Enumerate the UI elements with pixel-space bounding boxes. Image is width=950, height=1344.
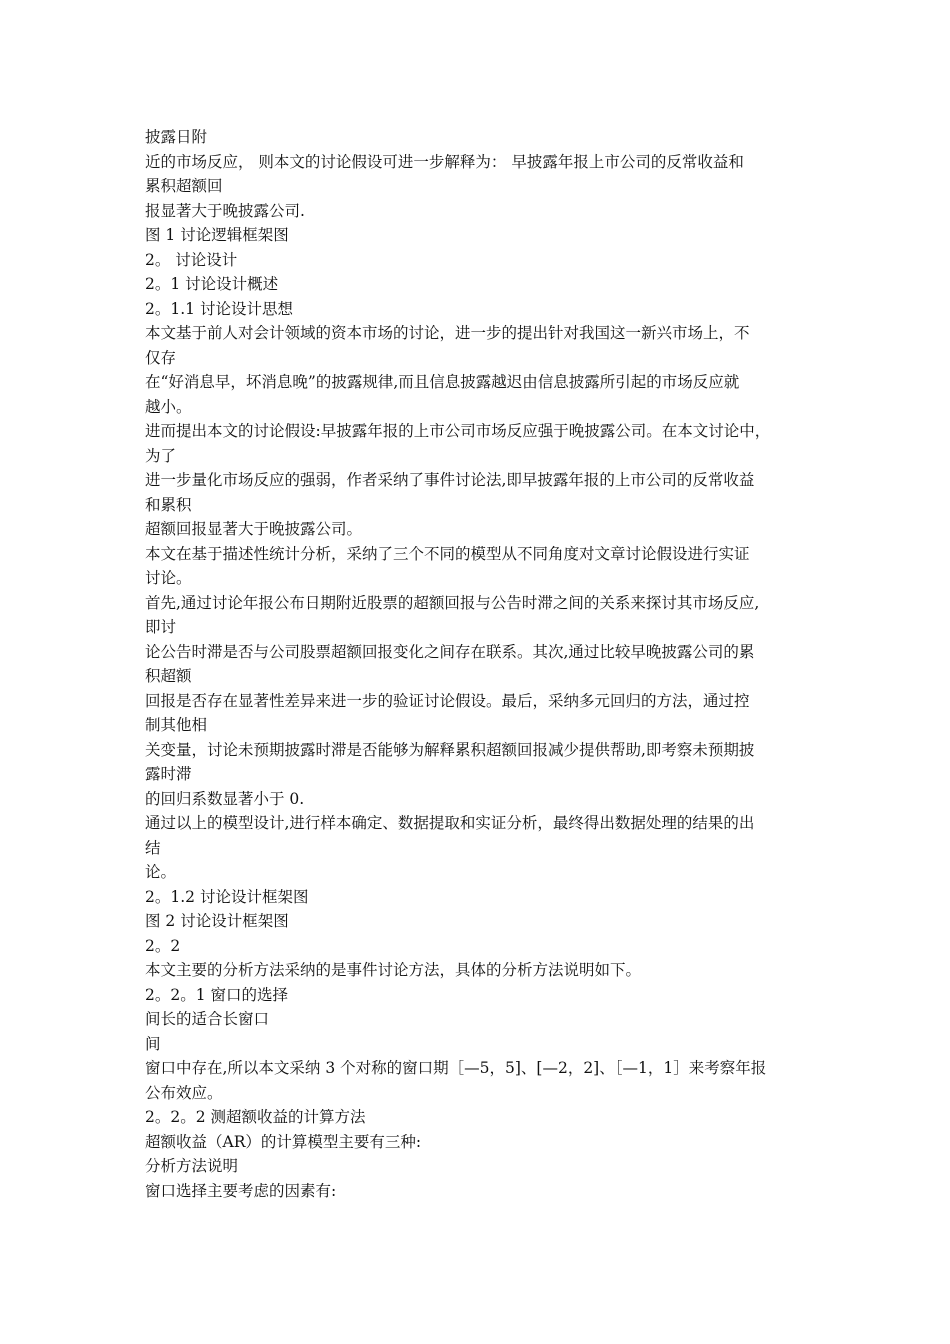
section-heading: 2。1 讨论设计概述 bbox=[145, 275, 279, 293]
text-line: 间长的适合长窗口 bbox=[145, 1010, 270, 1028]
text-line: 累积超额回 bbox=[145, 177, 223, 195]
figure-caption: 图 1 讨论逻辑框架图 bbox=[145, 226, 289, 244]
text-line: 论公告时滞是否与公司股票超额回报变化之间存在联系。其次,通过比较早晚披露公司的累 bbox=[145, 642, 755, 661]
text-line: 露时滞 bbox=[145, 765, 192, 783]
section-heading: 2。1.2 讨论设计框架图 bbox=[145, 887, 309, 906]
text-line: 越小。 bbox=[145, 397, 192, 416]
text-line: 回报是否存在显著性差异来进一步的验证讨论假设。最后，采纳多元回归的方法，通过控 bbox=[145, 691, 750, 710]
text-line: 分析方法说明 bbox=[145, 1157, 239, 1175]
text-line: 即讨 bbox=[145, 618, 177, 636]
text-line: 通过以上的模型设计,进行样本确定、数据提取和实证分析，最终得出数据处理的结果的出 bbox=[145, 814, 755, 832]
text-line: 本文主要的分析方法采纳的是事件讨论方法，具体的分析方法说明如下。 bbox=[145, 961, 642, 979]
text-line: 在“好消息早，坏消息晚”的披露规律,而且信息披露越迟由信息披露所引起的市场反应就 bbox=[145, 373, 740, 391]
text-line: 积超额 bbox=[145, 667, 192, 685]
text-line: 论。 bbox=[145, 863, 177, 881]
text-line: 报显著大于晚披露公司. bbox=[145, 201, 305, 220]
section-heading: 2。 讨论设计 bbox=[145, 250, 238, 269]
figure-caption: 图 2 讨论设计框架图 bbox=[145, 912, 289, 930]
text-line: 进而提出本文的讨论假设:早披露年报的上市公司市场反应强于晚披露公司。在本文讨论中， bbox=[145, 422, 771, 440]
text-line: 关变量，讨论未预期披露时滞是否能够为解释累积超额回报减少提供帮助,即考察未预期披 bbox=[145, 740, 755, 759]
text-line: 间 bbox=[145, 1034, 161, 1053]
text-line: 讨论。 bbox=[145, 569, 192, 587]
document-body bbox=[145, 125, 810, 1203]
text-line: 本文基于前人对会计领域的资本市场的讨论，进一步的提出针对我国这一新兴市场上，不 bbox=[145, 324, 750, 342]
section-heading: 2。2 bbox=[145, 936, 181, 955]
text-line: 制其他相 bbox=[145, 716, 208, 734]
text-line: 本文在基于描述性统计分析，采纳了三个不同的模型从不同角度对文章讨论假设进行实证 bbox=[145, 544, 750, 563]
section-heading: 2。2。2 测超额收益的计算方法 bbox=[145, 1108, 366, 1126]
text-line: 仅存 bbox=[145, 348, 177, 367]
text-line: 披露日附 bbox=[145, 128, 208, 146]
text-line: 窗口中存在,所以本文采纳 3 个对称的窗口期［—5，5]、[—2，2]、［—1，1］来考察年报 bbox=[145, 1059, 767, 1077]
text-line: 结 bbox=[145, 838, 161, 857]
text-line: 超额回报显著大于晚披露公司。 bbox=[145, 520, 363, 538]
text-line: 近的市场反应， 则本文的讨论假设可进一步解释为： 早披露年报上市公司的反常收益和 bbox=[145, 152, 744, 171]
section-heading: 2。2。1 窗口的选择 bbox=[145, 985, 289, 1004]
text-line: 的回归系数显著小于 0. bbox=[145, 789, 305, 808]
section-heading: 2。1.1 讨论设计思想 bbox=[145, 299, 293, 318]
text-line: 窗口选择主要考虑的因素有: bbox=[145, 1181, 337, 1200]
text-line: 超额收益（AR）的计算模型主要有三种: bbox=[145, 1132, 422, 1151]
text-line: 进一步量化市场反应的强弱，作者采纳了事件讨论法,即早披露年报的上市公司的反常收益 bbox=[145, 471, 755, 489]
text-line: 公布效应。 bbox=[145, 1083, 223, 1102]
text-line: 和累积 bbox=[145, 495, 192, 514]
text-line: 为了 bbox=[145, 446, 177, 465]
text-line: 首先,通过讨论年报公布日期附近股票的超额回报与公告时滞之间的关系来探讨其市场反应, bbox=[145, 593, 760, 612]
